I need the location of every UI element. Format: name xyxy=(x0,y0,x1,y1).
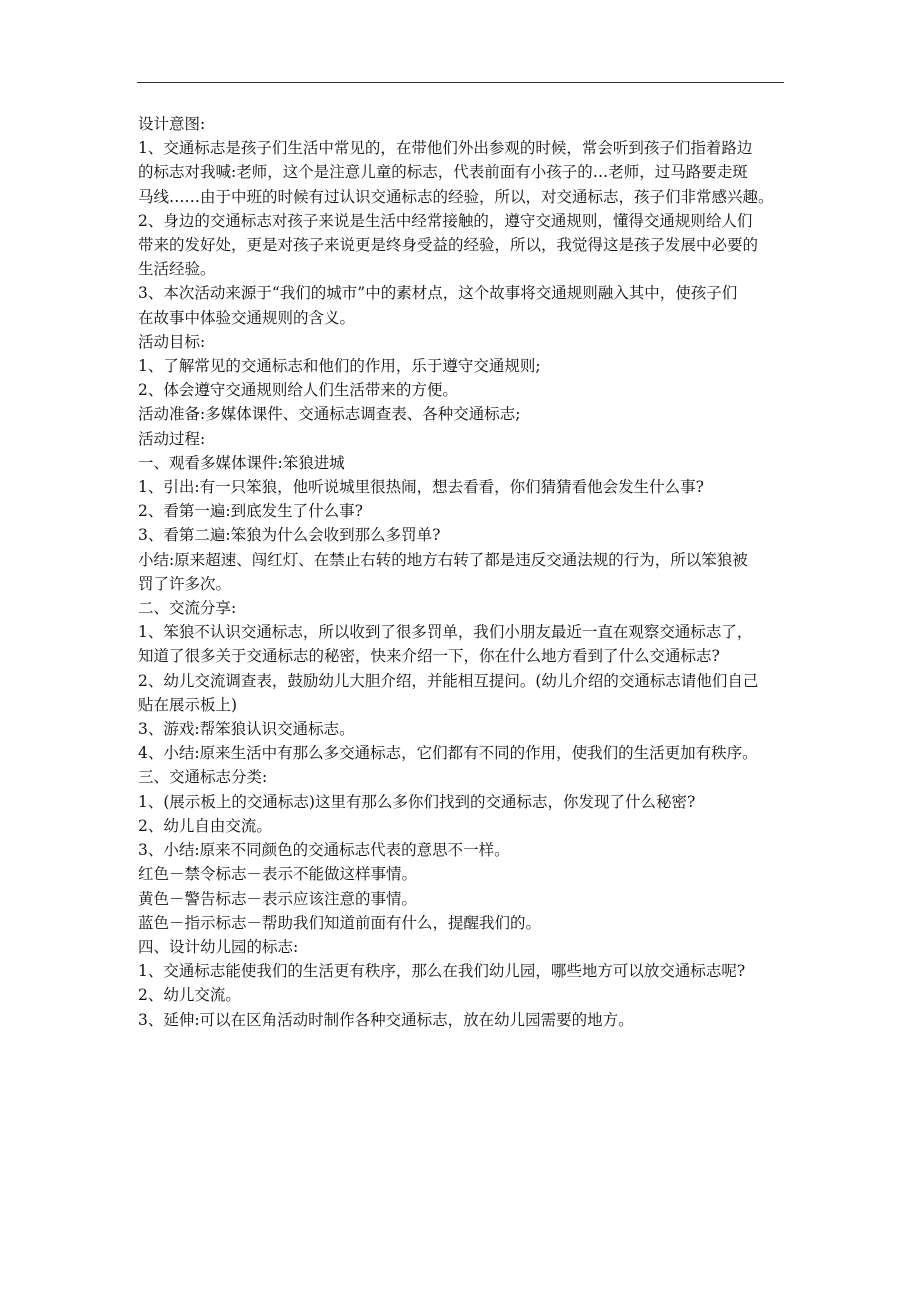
text-line: 罚了许多次。 xyxy=(138,574,232,593)
text-line: 一、观看多媒体课件:笨狼进城 xyxy=(138,453,345,472)
text-line: 三、交通标志分类: xyxy=(138,768,268,787)
text-line: 2、幼儿交流。 xyxy=(138,986,241,1005)
text-line: 2、幼儿交流调查表，鼓励幼儿大胆介绍，并能相互提问。(幼儿介绍的交通标志请他们自己 xyxy=(138,671,759,690)
text-line: 带来的发好处，更是对孩子来说更是终身受益的经验，所以，我觉得这是孩子发展中必要的 xyxy=(138,236,759,255)
text-line: 4、小结:原来生活中有那么多交通标志，它们都有不同的作用，使我们的生活更加有秩序。 xyxy=(138,744,758,763)
text-line: 知道了很多关于交通标志的秘密，快来介绍一下，你在什么地方看到了什么交通标志? xyxy=(138,647,720,666)
text-line: 3、游戏:帮笨狼认识交通标志。 xyxy=(138,720,355,739)
text-line: 四、设计幼儿园的标志: xyxy=(138,937,299,956)
text-line: 活动目标: xyxy=(138,332,206,351)
header-rule xyxy=(137,82,784,83)
text-line: 2、幼儿自由交流。 xyxy=(138,816,272,835)
text-line: 生活经验。 xyxy=(138,260,216,279)
text-line: 1、交通标志能使我们的生活更有秩序，那么在我们幼儿园，哪些地方可以放交通标志呢? xyxy=(138,962,746,981)
text-line: 1、笨狼不认识交通标志，所以收到了很多罚单，我们小朋友最近一直在观察交通标志了， xyxy=(138,623,753,642)
text-line: 3、小结:原来不同颜色的交通标志代表的意思不一样。 xyxy=(138,841,510,860)
text-line: 3、本次活动来源于“我们的城市”中的素材点，这个故事将交通规则融入其中，使孩子们 xyxy=(138,284,738,303)
text-line: 设计意图: xyxy=(138,115,206,133)
text-line: 2、体会遵守交通规则给人们生活带来的方便。 xyxy=(138,381,458,400)
text-line: 3、看第二遍:笨狼为什么会收到那么多罚单? xyxy=(138,526,441,545)
text-line: 1、(展示板上的交通标志)这里有那么多你们找到的交通标志，你发现了什么秘密? xyxy=(138,792,696,811)
text-line: 活动准备:多媒体课件、交通标志调查表、各种交通标志; xyxy=(138,405,521,424)
text-line: 蓝色－指示标志－帮助我们知道前面有什么，提醒我们的。 xyxy=(138,913,542,932)
document-body xyxy=(138,112,786,1032)
text-line: 贴在展示板上) xyxy=(138,695,238,714)
text-line: 马线……由于中班的时候有过认识交通标志的经验，所以，对交通标志，孩子们非常感兴趣。 xyxy=(138,187,774,206)
text-line: 的标志对我喊:老师，这个是注意儿童的标志，代表前面有小孩子的…老师，过马路要走斑 xyxy=(138,163,748,182)
text-line: 2、看第一遍:到底发生了什么事? xyxy=(138,502,363,521)
text-line: 1、引出:有一只笨狼，他听说城里很热闹，想去看看，你们猜猜看他会发生什么事? xyxy=(138,478,704,497)
text-line: 二、交流分享: xyxy=(138,599,237,618)
text-line: 黄色－警告标志－表示应该注意的事情。 xyxy=(138,889,418,908)
text-line: 2、身边的交通标志对孩子来说是生活中经常接触的，遵守交通规则，懂得交通规则给人们 xyxy=(138,211,753,230)
text-line: 红色－禁令标志－表示不能做这样事情。 xyxy=(138,865,418,884)
text-line: 1、了解常见的交通标志和他们的作用，乐于遵守交通规则; xyxy=(138,357,541,376)
text-line: 1、交通标志是孩子们生活中常见的，在带他们外出参观的时候，常会听到孩子们指着路边 xyxy=(138,139,753,158)
text-line: 3、延伸:可以在区角活动时制作各种交通标志，放在幼儿园需要的地方。 xyxy=(138,1010,634,1029)
text-line: 小结:原来超速、闯红灯、在禁止右转的地方右转了都是违反交通法规的行为，所以笨狼被 xyxy=(138,550,748,569)
text-line: 活动过程: xyxy=(138,429,206,448)
text-line: 在故事中体验交通规则的含义。 xyxy=(138,308,356,327)
